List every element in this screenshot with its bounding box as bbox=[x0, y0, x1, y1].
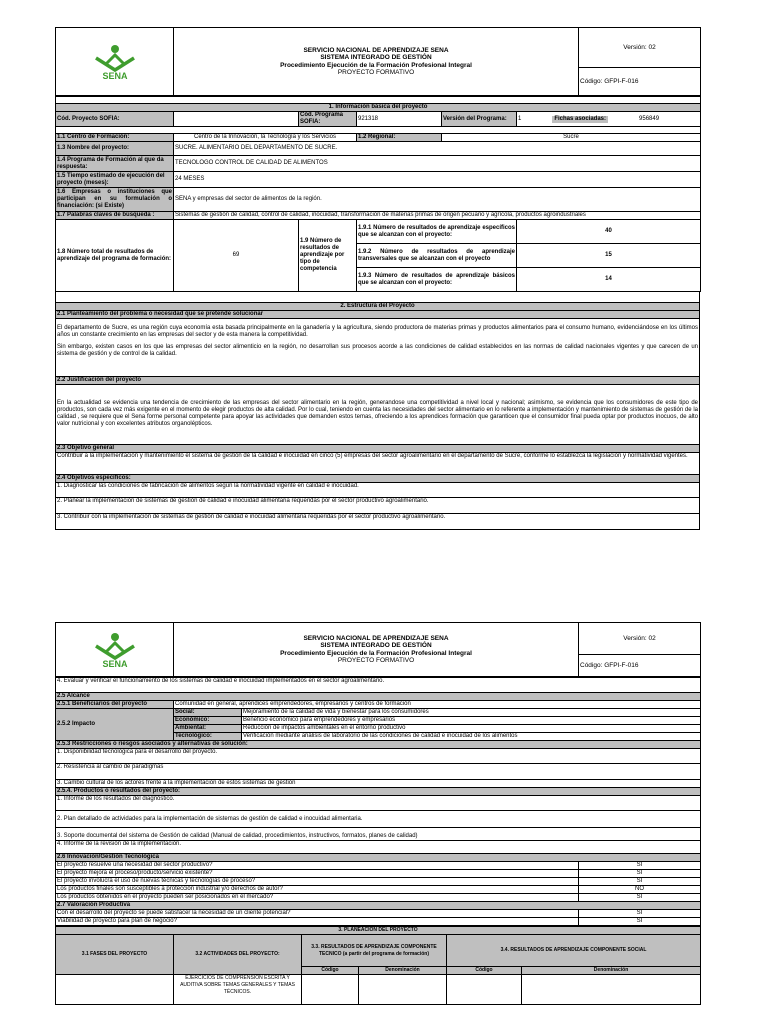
innovacion-q4: Los productos finales son susceptibles a protección industrial y/o derechos de autor? bbox=[56, 886, 579, 894]
transversales-value: 15 bbox=[517, 244, 701, 268]
impacto-label: 2.5.2 Impacto bbox=[56, 709, 174, 741]
social-codigo-header: Código bbox=[447, 967, 522, 975]
beneficiarios-label: 2.5.1 Beneficiarios del proyecto bbox=[56, 701, 174, 709]
resultados-tecnico-header: 3.3. RESULTADOS DE APRENDIZAJE COMPONENTE TECNICO (a partir del programa de formación) bbox=[302, 935, 447, 967]
sena-logo-icon-2 bbox=[92, 632, 138, 668]
beneficiarios-value: Comunidad en general, aprendices emprendedores, empresarios y centros de formación bbox=[174, 701, 701, 709]
valoracion-a1: SI bbox=[579, 910, 701, 918]
objetivo-3: 3. Contribuir con la implementación de sistemas de gestión de calidad e inocuidad alimentaria requeridas por el sector productivo agroalimentario. bbox=[56, 513, 700, 529]
innovacion-a3: SI bbox=[579, 878, 701, 886]
fase-cell bbox=[56, 975, 174, 1005]
objetivo-2: 2. Planear la implementación de sistemas de gestión de calidad e inocuidad alimentaria requeridas por el sector productivo agroalimentario. bbox=[56, 497, 700, 513]
justificacion-label: 2.2 Justificación del proyecto bbox=[56, 376, 700, 384]
header-org-2: SERVICIO NACIONAL DE APRENDIZAJE SENA bbox=[303, 634, 449, 642]
centro-value: Centro de la Innovación, la Tecnología y los Servicios bbox=[174, 134, 357, 142]
riesgo-3: 3. Cambio cultural de los actores frente a la implementación de estos sistemas de gestión bbox=[56, 780, 701, 788]
tiempo-label: 1.5 Tiempo estimado de ejecución del proyecto (meses): bbox=[56, 172, 174, 188]
innovacion-a5: SI bbox=[579, 894, 701, 902]
header-system: SISTEMA INTEGRADO DE GESTIÓN bbox=[320, 54, 432, 61]
cod-sofia-value bbox=[174, 112, 299, 127]
producto-2: 2. Plan detallado de actividades para la implementación de sistemas de gestión de calidad e inocuidad alimentaria. bbox=[56, 811, 701, 828]
valoracion-q2: Viabilidad de proyecto para plan de negocio? bbox=[56, 918, 579, 926]
version-label: Versión del Programa: bbox=[442, 112, 517, 127]
programa-value: TECNOLOGO CONTROL DE CALIDAD DE ALIMENTOS bbox=[174, 156, 701, 172]
tecnico-denominacion-cell bbox=[359, 975, 447, 1005]
header-version-2: Versión: 02 bbox=[579, 623, 701, 655]
document-page-1 bbox=[55, 27, 700, 530]
regional-label: 1.2 Regional: bbox=[357, 134, 442, 142]
section2-title: 2. Estructura del Proyecto bbox=[56, 302, 700, 310]
impacto-tecnologico-value: Verificación mediante análisis de laboratorio de las condiciones de calidad e inocuidad de los alimentos bbox=[242, 733, 701, 741]
centro-label: 1.1 Centro de Formación: bbox=[56, 134, 174, 142]
sena-logo bbox=[56, 28, 174, 96]
innovacion-q5: Los productos obtenidos en el proyecto pueden ser posicionados en el mercado? bbox=[56, 894, 579, 902]
especificos-label: 1.9.1 Número de resultados de aprendizaje específicos que se alcanzan con el proyecto: bbox=[357, 220, 517, 244]
impacto-ambiental-label: Ambiental: bbox=[174, 725, 242, 733]
cod-sofia-label: Cód. Proyecto SOFIA: bbox=[56, 112, 174, 127]
section2-table bbox=[55, 292, 700, 530]
valoracion-q1: Con el desarrollo del proyecto se puede satisfacer la necesidad de un cliente potencial? bbox=[56, 910, 579, 918]
innovacion-q3: El proyecto involucra el uso de nuevas técnicas y tecnologías de proceso? bbox=[56, 878, 579, 886]
alcance-label: 2.5 Alcance bbox=[56, 693, 701, 701]
tecnico-codigo-cell bbox=[302, 975, 359, 1005]
total-resultados-value: 69 bbox=[174, 220, 299, 292]
document-page-2 bbox=[55, 622, 700, 1005]
justificacion-text: En la actualidad se evidencia una tendencia de crecimiento de las empresas del sector alimentario en la región, generandose una competitividad a nivel local y nacional; asimismo, se evidencia que los consumidores de este tipo de productos, son cada vez más exigente en el momento de elegir productos de alta calidad. Por lo cual, teniendo en cuenta las necesidades del sector alimentario en lo referente a implementación y mantenimiento de sistemas de gestión de la calidad , se requiere que el Sena forme personal competente para apoyar las actividades que demanden estos temas, ofreciendo a los aprendices formación que garanticen que el consumidor final pueda optar por productos inocuos, de alto valor nutricional y con excelentes atributos organolépticos. bbox=[56, 384, 700, 444]
problema-text-1: El departamento de Sucre, es una región cuya economía esta basada principalmente en la ganadería y la agricultura, siendo productora de materias primas y productos alimentarios para el consumo humano, evidenciándose en los últimos años un constante crecimiento en las empresas del sector y de esta manera la competitividad. bbox=[57, 324, 698, 338]
producto-4: 4. Informe de la revisión de la implementación. bbox=[56, 841, 701, 854]
producto-3: 3. Soporte documental del sistema de Gestión de calidad (Manual de calidad, procedimientos, instructivos, formatos, planes de calidad) bbox=[56, 828, 701, 841]
innovacion-a1: SI bbox=[579, 862, 701, 870]
valoracion-label: 2.7 Valoración Productiva bbox=[56, 902, 701, 910]
social-denominacion-cell bbox=[522, 975, 701, 1005]
impacto-tecnologico-label: Tecnológico: bbox=[174, 733, 242, 741]
cod-programa-label: Cód. Programa SOFIA: bbox=[299, 112, 357, 127]
header-doc: PROYECTO FORMATIVO bbox=[337, 69, 415, 76]
section3-title: 3. PLANEACION DEL PROYECTO bbox=[56, 927, 701, 935]
total-resultados-label: 1.8 Número total de resultados de aprendizaje del programa de formación: bbox=[56, 220, 174, 292]
social-codigo-cell bbox=[447, 975, 522, 1005]
nombre-value: SUCRE. ALIMENTARIO DEL DEPARTAMENTO DE SUCRE. bbox=[174, 142, 701, 156]
cod-programa-value: 921318 bbox=[357, 112, 442, 127]
header-code-2: Código: GFPI-F-016 bbox=[579, 655, 701, 677]
riesgo-1: 1. Disponibilidad tecnológica para el desarrollo del proyecto. bbox=[56, 749, 701, 764]
header-org: SERVICIO NACIONAL DE APRENDIZAJE SENA bbox=[303, 46, 449, 54]
sena-logo-icon bbox=[92, 44, 138, 80]
impacto-ambiental-value: Reducción de impactos ambientales en el entorno productivo bbox=[242, 725, 701, 733]
productos-label: 2.5.4. Productos o resultados del proyecto: bbox=[56, 788, 701, 796]
tiempo-value: 24 MESES bbox=[174, 172, 701, 188]
innovacion-q2: El proyecto mejora el proceso/producto/servicio existente? bbox=[56, 870, 579, 878]
section1-table bbox=[55, 96, 701, 292]
especificos-value: 40 bbox=[517, 220, 701, 244]
header-version: Versión: 02 bbox=[579, 28, 701, 68]
impacto-social-label: Social: bbox=[174, 709, 242, 717]
header-system-2: SISTEMA INTEGRADO DE GESTIÓN bbox=[320, 642, 432, 649]
tipo-competencia-label: 1.9 Número de resultados de aprendizaje por tipo de competencia bbox=[299, 220, 357, 292]
nombre-label: 1.3 Nombre del proyecto: bbox=[56, 142, 174, 156]
empresas-value: SENA y empresas del sector de alimentos de la región. bbox=[174, 188, 701, 212]
innovacion-q1: El proyecto resuelve una necesidad del sector productivo? bbox=[56, 862, 579, 870]
section2-continued-table bbox=[55, 677, 701, 926]
version-value: 1 bbox=[518, 115, 522, 122]
tecnico-codigo-header: Código bbox=[302, 967, 359, 975]
problema-text-2: Sin embargo, existen casos en los que las empresas del sector alimenticio en la región, no desarrollan sus procesos acorde a las condiciones de calidad establecidos en las normas de calidad nacionales vigentes y que carecen de un sistema de gestión y de control de la calidad. bbox=[57, 343, 698, 357]
header-table bbox=[55, 27, 701, 96]
fichas-value: 956849 bbox=[639, 115, 660, 122]
basicos-label: 1.9.3 Número de resultados de aprendizaje básicos que se alcanzan con el proyecto: bbox=[357, 268, 517, 292]
palabras-label: 1.7 Palabras claves de búsqueda : bbox=[56, 212, 174, 220]
section1-title: 1. Información básica del proyecto bbox=[56, 104, 701, 112]
objetivo-general-label: 2.3 Objetivo general bbox=[56, 444, 700, 452]
svg-text:SENA: SENA bbox=[101, 658, 128, 668]
tecnico-denominacion-header: Denominación bbox=[359, 967, 447, 975]
riesgo-2: 2. Resistencia al cambio de paradigmas bbox=[56, 764, 701, 780]
problema-label: 2.1 Planteamiento del problema o necesidad que se pretende solucionar bbox=[56, 310, 700, 318]
innovacion-label: 2.6 Innovación/Gestión Tecnológica bbox=[56, 854, 701, 862]
innovacion-a4: NO bbox=[579, 886, 701, 894]
resultados-social-header: 3.4. RESULTADOS DE APRENDIZAJE COMPONENTE SOCIAL bbox=[447, 935, 701, 967]
restricciones-label: 2.5.3 Restricciones o riesgos asociados y alternativas de solución: bbox=[56, 741, 701, 749]
regional-value: Sucre bbox=[442, 134, 701, 142]
header-procedure-2: Procedimiento Ejecución de la Formación Profesional Integral bbox=[280, 649, 472, 657]
innovacion-a2: SI bbox=[579, 870, 701, 878]
impacto-economico-value: Beneficio económico para emprendedores y empresarios bbox=[242, 717, 701, 725]
planeacion-table bbox=[55, 926, 701, 1005]
valoracion-a2: SI bbox=[579, 918, 701, 926]
impacto-social-value: Mejoramiento de la calidad de vida y bienestar para los consumidores bbox=[242, 709, 701, 717]
svg-text:SENA: SENA bbox=[101, 70, 128, 80]
social-denominacion-header: Denominación bbox=[522, 967, 701, 975]
palabras-value: Sistemas de gestión de calidad, control de calidad, inocuidad, transformación de materias primas de origen pecuario y agrícola, productos agroindustriales bbox=[174, 212, 701, 220]
producto-1: 1. Informe de los resultados del diagnóstico. bbox=[56, 796, 701, 811]
objetivo-1: 1. Diagnosticar las condiciones de fabricación de alimentos según la normatividad vigente en calidad e inocuidad. bbox=[56, 482, 700, 497]
sena-logo-2 bbox=[56, 623, 174, 677]
empresas-label: 1.6 Empresas o instituciones que participan en su formulación o financiación: (si Existe) bbox=[56, 188, 174, 212]
objetivos-especificos-label: 2.4 Objetivos específicos: bbox=[56, 474, 700, 482]
basicos-value: 14 bbox=[517, 268, 701, 292]
header-table-2 bbox=[55, 622, 701, 677]
objetivo-4: 4. Evaluar y verificar el funcionamiento de los sistemas de calidad e inocuidad implementados en el sector agroalimentario. bbox=[56, 678, 701, 693]
header-procedure: Procedimiento Ejecución de la Formación Profesional Integral bbox=[280, 61, 472, 69]
fichas-label: Fichas asociadas: bbox=[554, 115, 607, 122]
actividades-header: 3.2 ACTIVIDADES DEL PROYECTO: bbox=[174, 935, 302, 975]
objetivo-general-text: Contribuir a la implementación y mantenimiento el sistema de gestión de la calidad e inocuidad en cinco (5) empresas del sector agroalimentario en el departamento de Sucre, conforme lo establezca la legislación y normatividad vigentes. bbox=[56, 452, 700, 474]
header-code: Código: GFPI-F-016 bbox=[579, 68, 701, 96]
header-doc-2: PROYECTO FORMATIVO bbox=[337, 657, 415, 664]
programa-label: 1.4 Programa de Formación al que da respuesta: bbox=[56, 156, 174, 172]
impacto-economico-label: Económico: bbox=[174, 717, 242, 725]
fases-header: 3.1 FASES DEL PROYECTO bbox=[56, 935, 174, 975]
actividad-1: EJERCICIOS DE COMPRENSION ESCRITA Y AUDITIVA SOBRE TEMAS GENERALES Y TEMAS TÉCNICOS. bbox=[174, 975, 302, 1005]
transversales-label: 1.9.2 Número de resultados de aprendizaje transversales que se alcanzan con el proyecto bbox=[357, 244, 517, 268]
